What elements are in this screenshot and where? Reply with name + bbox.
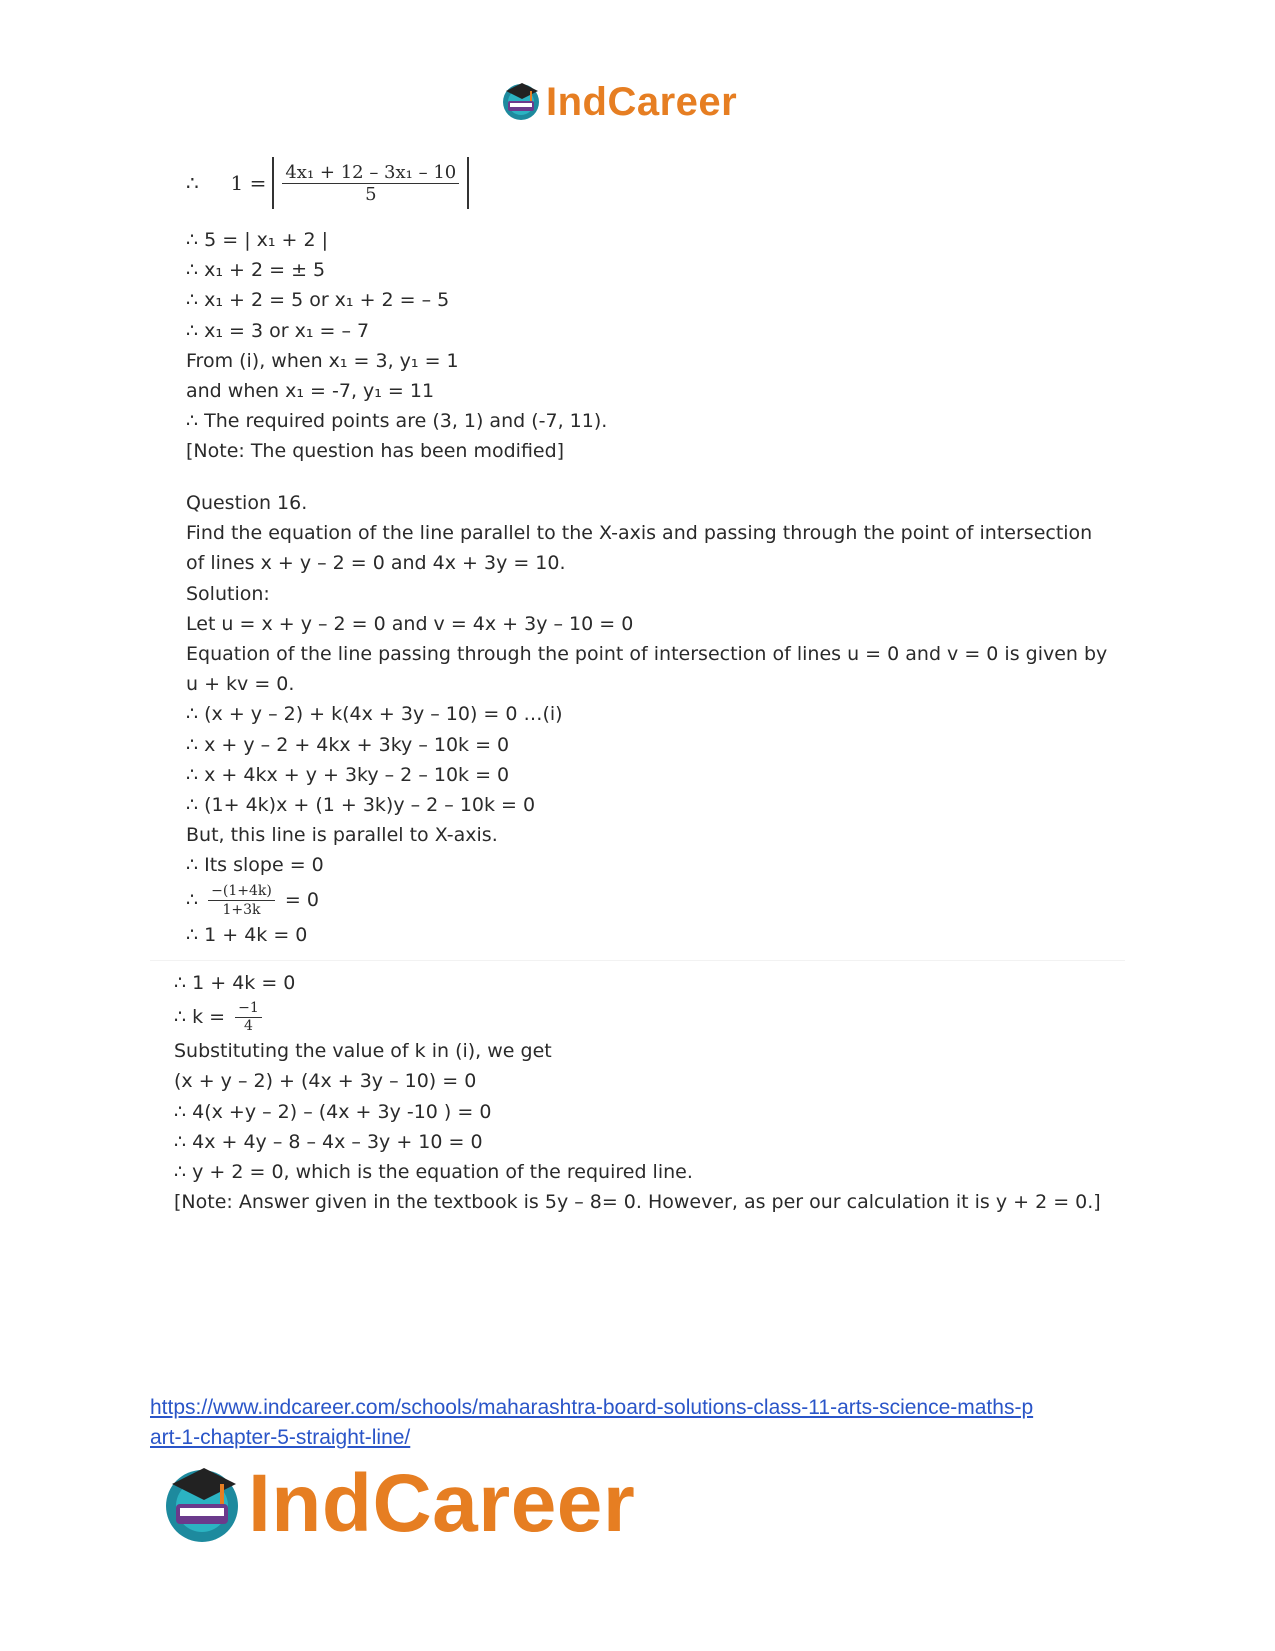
slope-denominator: 1+3k — [222, 902, 261, 919]
step-line: ∴ 1 + 4k = 0 — [174, 972, 296, 994]
step-line: ∴ x + 4kx + y + 3ky – 2 – 10k = 0 — [186, 763, 510, 786]
step-line: ∴ x₁ + 2 = ± 5 — [186, 259, 326, 282]
step-line: ∴ 4x + 4y – 8 – 4x – 3y + 10 = 0 — [174, 1130, 483, 1153]
k-prefix: ∴ k = — [174, 1006, 226, 1029]
slope-suffix: = 0 — [284, 889, 319, 912]
step-line: Let u = x + y – 2 = 0 and v = 4x + 3y – 10 = 0 — [186, 612, 634, 635]
note-line: [Note: Answer given in the textbook is 5y – 8= 0. However, as per our calculation it is y + 2 = 0.] — [174, 1191, 1101, 1214]
step-line: ∴ x + y – 2 + 4kx + 3ky – 10k = 0 — [186, 733, 510, 756]
step-line: (x + y – 2) + (4x + 3y – 10) = 0 — [174, 1070, 477, 1093]
slope-numerator: −(1+4k) — [208, 882, 275, 901]
header-logo-text: IndCareer — [546, 79, 738, 124]
footer-logo-text: IndCareer — [248, 1458, 636, 1549]
graduation-cap-book-globe-icon — [500, 79, 542, 125]
source-link-line2[interactable]: art-1-chapter-5-straight-line/ — [150, 1426, 411, 1449]
k-fraction — [235, 1000, 262, 1035]
formula-numerator: 4x₁ + 12 – 3x₁ – 10 — [282, 162, 459, 184]
step-line: But, this line is parallel to X-axis. — [186, 824, 498, 847]
step-line: ∴ The required points are (3, 1) and (-7, 11). — [186, 410, 608, 433]
k-numerator: −1 — [235, 1000, 262, 1018]
formula-denominator: 5 — [365, 183, 377, 205]
step-line: ∴ (x + y – 2) + k(4x + 3y – 10) = 0 …(i) — [186, 703, 563, 726]
step-line: ∴ 5 = | x₁ + 2 | — [186, 229, 329, 251]
slope-fraction — [208, 882, 275, 919]
step-line: From (i), when x₁ = 3, y₁ = 1 — [186, 349, 459, 372]
formula-fraction — [282, 162, 459, 205]
footer-logo — [160, 1460, 635, 1548]
page-divider — [150, 960, 1125, 961]
graduation-cap-book-globe-icon — [160, 1460, 244, 1548]
step-line: ∴ x₁ = 3 or x₁ = – 7 — [186, 319, 370, 342]
question-text: Find the equation of the line parallel to the X-axis and passing through the point of intersection — [186, 522, 1093, 545]
step-line: and when x₁ = -7, y₁ = 11 — [186, 379, 435, 402]
source-link-line1[interactable]: https://www.indcareer.com/schools/maharashtra-board-solutions-class-11-arts-science-maths-p — [150, 1396, 1034, 1419]
slope-fraction-line — [186, 880, 1107, 920]
question-title: Question 16. — [186, 492, 308, 514]
step-line: ∴ Its slope = 0 — [186, 854, 324, 877]
step-line: Substituting the value of k in (i), we get — [174, 1040, 552, 1063]
step-line: ∴ x₁ + 2 = 5 or x₁ + 2 = – 5 — [186, 289, 450, 312]
source-link[interactable] — [150, 1393, 1150, 1453]
step-line: ∴ 4(x +y – 2) – (4x + 3y -10 ) = 0 — [174, 1100, 492, 1123]
k-denominator: 4 — [244, 1018, 253, 1035]
step-line: u + kv = 0. — [186, 673, 295, 696]
slope-prefix: ∴ — [186, 889, 199, 912]
header-logo — [500, 80, 737, 124]
solution-conclusion — [174, 968, 1101, 1217]
step-line: ∴ (1+ 4k)x + (1 + 3k)y – 2 – 10k = 0 — [186, 793, 536, 816]
step-line: Equation of the line passing through the point of intersection of lines u = 0 and v = 0 is given by — [186, 642, 1108, 665]
solution-label: Solution: — [186, 582, 270, 605]
question-16 — [186, 488, 1107, 951]
formula-lhs: ∴ 1 = — [186, 171, 267, 195]
note-line: [Note: The question has been modified] — [186, 440, 565, 463]
step-line: ∴ y + 2 = 0, which is the equation of the required line. — [174, 1160, 693, 1183]
k-fraction-line — [174, 998, 1101, 1036]
absolute-value-bars — [272, 157, 469, 209]
solution-continuation — [186, 225, 607, 467]
question-text: of lines x + y – 2 = 0 and 4x + 3y = 10. — [186, 552, 566, 575]
step-line: ∴ 1 + 4k = 0 — [186, 924, 308, 947]
distance-formula — [186, 155, 469, 211]
